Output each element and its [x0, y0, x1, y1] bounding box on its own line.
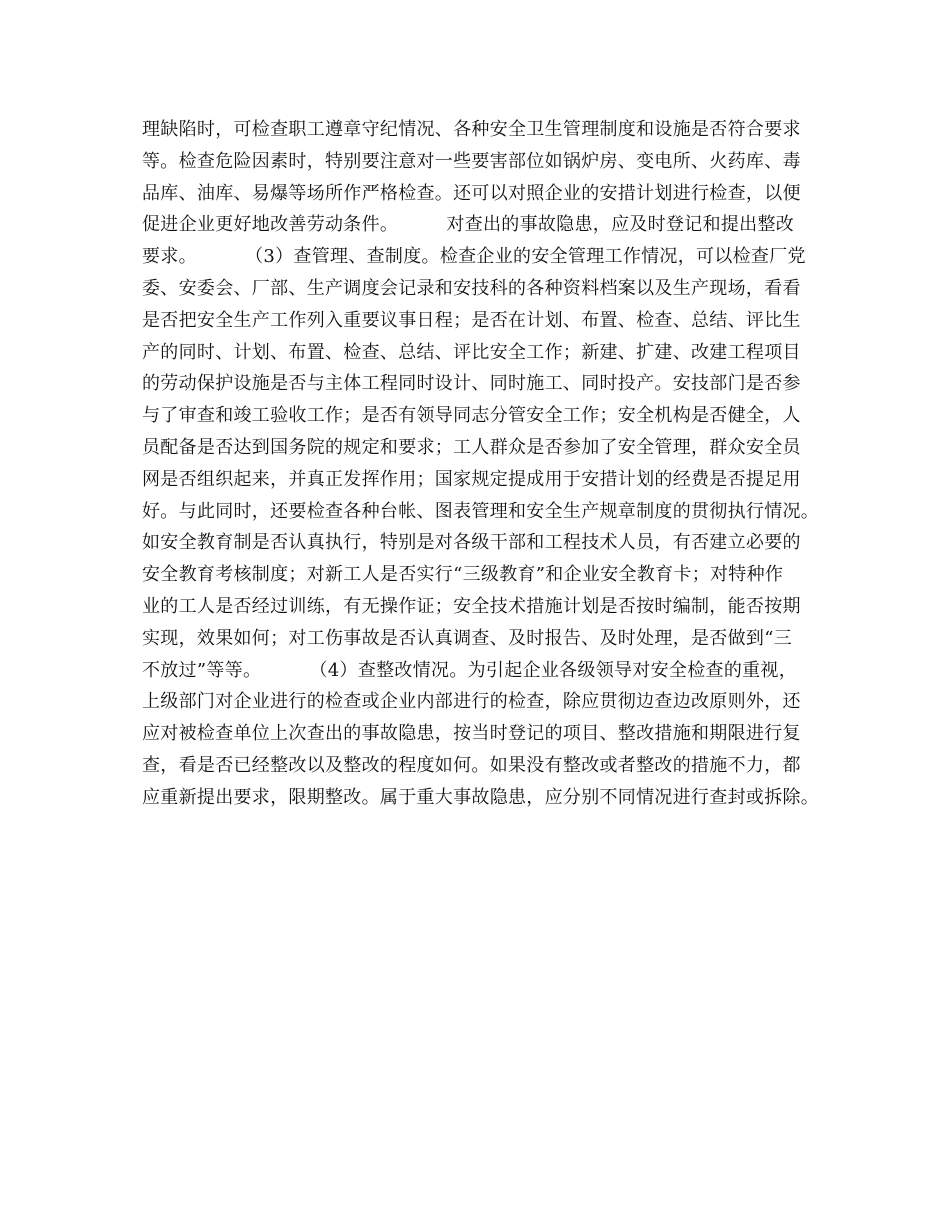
text-line: 好。与此同时，还要检查各种台帐、图表管理和安全生产规章制度的贯彻执行情况。 [142, 500, 820, 522]
text-line: 理缺陷时，可检查职工遵章守纪情况、各种安全卫生管理制度和设施是否符合要求 [142, 119, 801, 140]
text-line: 业的工人是否经过训练，有无操作证；安全技术措施计划是否按时编制，能否按期 [142, 595, 801, 617]
text-line: 查，看是否已经整改以及整改的程度如何。如果没有整改或者整改的措施不力，都 [142, 754, 801, 776]
text-line: 产的同时、计划、布置、检查、总结、评比安全工作；新建、扩建、改建工程项目 [142, 341, 801, 363]
text-line: 如安全教育制是否认真执行，特别是对各级干部和工程技术人员，有否建立必要的 [142, 532, 801, 554]
text-line: 品库、油库、易爆等场所作严格检查。还可以对照企业的安措计划进行检查，以便 [142, 182, 801, 204]
text-line: 要求。 （3）查管理、查制度。检查企业的安全管理工作情况，可以检查厂党 [142, 246, 806, 268]
text-line: 等。检查危险因素时，特别要注意对一些要害部位如锅炉房、变电所、火药库、毒 [142, 150, 801, 172]
text-line: 实现，效果如何；对工伤事故是否认真调查、及时报告、及时处理，是否做到“三 [142, 627, 792, 649]
text-line: 的劳动保护设施是否与主体工程同时设计、同时施工、同时投产。安技部门是否参 [142, 373, 801, 395]
text-line: 安全教育考核制度；对新工人是否实行“三级教育”和企业安全教育卡；对特种作 [142, 564, 784, 586]
text-line: 不放过”等等。 （4）查整改情况。为引起企业各级领导对安全检查的重视， [142, 659, 798, 681]
text-line: 上级部门对企业进行的检查或企业内部进行的检查，除应贯彻边查边改原则外，还 [142, 691, 801, 713]
text-line: 应重新提出要求，限期整改。属于重大事故隐患，应分别不同情况进行查封或拆除。 [142, 786, 820, 808]
text-line: 是否把安全生产工作列入重要议事日程；是否在计划、布置、检查、总结、评比生 [142, 309, 801, 331]
body-text [142, 114, 842, 814]
text-line: 应对被检查单位上次查出的事故隐患，按当时登记的项目、整改措施和期限进行复 [142, 723, 801, 745]
text-line: 与了审查和竣工验收工作；是否有领导同志分管安全工作；安全机构是否健全，人 [142, 405, 801, 427]
text-line: 员配备是否达到国务院的规定和要求；工人群众是否参加了安全管理，群众安全员 [142, 436, 801, 458]
text-line: 促进企业更好地改善劳动条件。 对查出的事故隐患，应及时登记和提出整改 [142, 214, 795, 236]
text-line: 网是否组织起来，并真正发挥作用；国家规定提成用于安措计划的经费是否提足用 [142, 468, 801, 490]
text-line: 委、安委会、厂部、生产调度会记录和安技科的各种资料档案以及生产现场，看看 [142, 277, 801, 299]
